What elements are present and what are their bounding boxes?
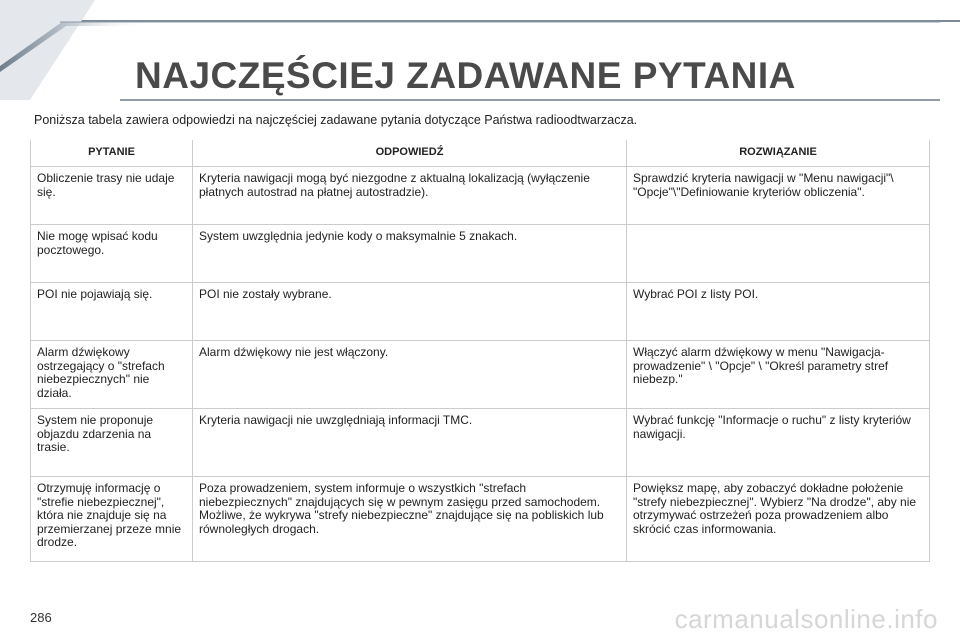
cell-answer: Kryteria nawigacji nie uwzględniają informacji TMC. xyxy=(193,409,627,477)
table-row xyxy=(31,477,930,562)
table-row xyxy=(31,283,930,341)
header-answer: ODPOWIEDŹ xyxy=(193,140,627,167)
cell-question: Nie mogę wpisać kodu pocztowego. xyxy=(31,225,193,283)
header-solution: ROZWIĄZANIE xyxy=(627,140,930,167)
cell-answer: System uwzględnia jedynie kody o maksymalnie 5 znakach. xyxy=(193,225,627,283)
cell-answer: Kryteria nawigacji mogą być niezgodne z aktualną lokalizacją (wyłączenie płatnych autostrad na płatnej autostradzie). xyxy=(193,167,627,225)
cell-question: Otrzymuję informację o "strefie niebezpiecznej", która nie znajduje się na przemierzanej przeze mnie drodze. xyxy=(31,477,193,562)
cell-solution: Powiększ mapę, aby zobaczyć dokładne położenie "strefy niebezpiecznej". Wybierz "Na drodze", aby nie otrzymywać ostrzeżeń poza prowadzeniem albo skrócić czas informowania. xyxy=(627,477,930,562)
cell-answer: Alarm dźwiękowy nie jest włączony. xyxy=(193,341,627,409)
cell-solution: Wybrać funkcję "Informacje o ruchu" z listy kryteriów nawigacji. xyxy=(627,409,930,477)
cell-question: POI nie pojawiają się. xyxy=(31,283,193,341)
table-row xyxy=(31,341,930,409)
cell-question: Alarm dźwiękowy ostrzegający o "strefach niebezpiecznych" nie działa. xyxy=(31,341,193,409)
cell-solution xyxy=(627,225,930,283)
table-row xyxy=(31,167,930,225)
watermark-link[interactable]: carmanualsonline.info xyxy=(674,604,938,634)
cell-question: Obliczenie trasy nie udaje się. xyxy=(31,167,193,225)
table-row xyxy=(31,225,930,283)
page-title: NAJCZĘŚCIEJ ZADAWANE PYTANIA xyxy=(135,55,796,96)
faq-table xyxy=(30,140,930,562)
cell-answer: POI nie zostały wybrane. xyxy=(193,283,627,341)
cell-question: System nie proponuje objazdu zdarzenia na trasie. xyxy=(31,409,193,477)
cell-solution: Sprawdzić kryteria nawigacji w "Menu nawigacji"\ "Opcje"\"Definiowanie kryteriów obliczenia". xyxy=(627,167,930,225)
header-wedge xyxy=(0,0,95,100)
cell-solution: Wybrać POI z listy POI. xyxy=(627,283,930,341)
cell-answer: Poza prowadzeniem, system informuje o wszystkich "strefach niebezpiecznych" znajdujących się w pewnym zasięgu przed samochodem. Możliwe, że wykrywa "strefy niebezpieczne" znajdujące się na pobliskich lub równoległych drogach. xyxy=(193,477,627,562)
table-row xyxy=(31,409,930,477)
page-number: 286 xyxy=(30,610,52,625)
table-header-row xyxy=(31,140,930,167)
cell-solution: Włączyć alarm dźwiękowy w menu "Nawigacja-prowadzenie" \ "Opcje" \ "Określ parametry stref niebezp." xyxy=(627,341,930,409)
intro-text: Poniższa tabela zawiera odpowiedzi na najczęściej zadawane pytania dotyczące Państwa radioodtwarzacza. xyxy=(34,113,638,127)
header-question: PYTANIE xyxy=(31,140,193,167)
